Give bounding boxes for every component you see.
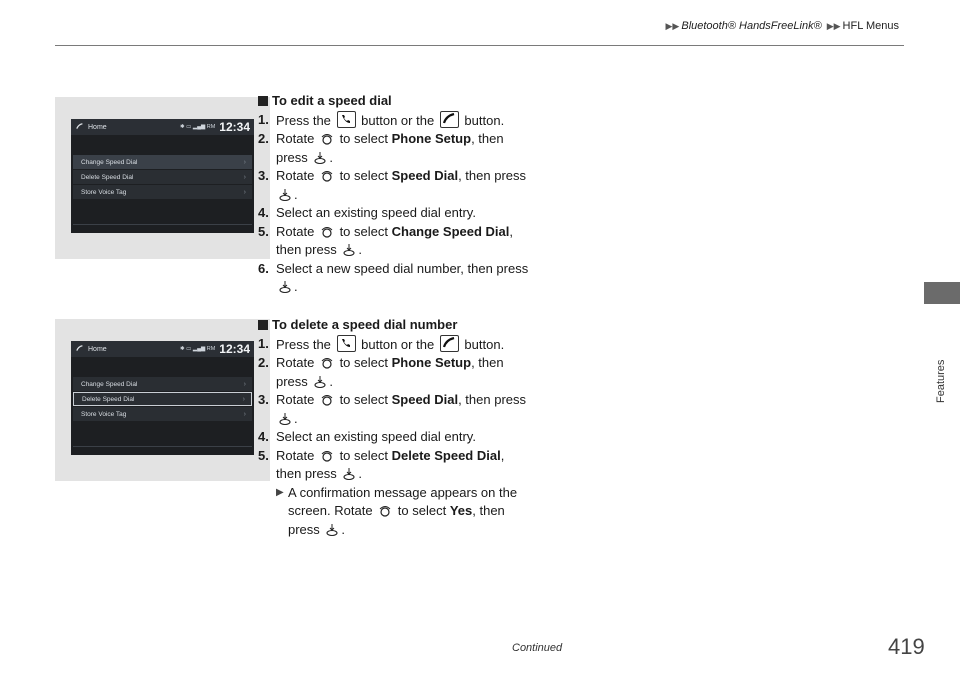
step bbox=[258, 223, 588, 260]
step-text: press bbox=[276, 149, 308, 165]
phone-home-icon bbox=[76, 123, 84, 131]
square-bullet-icon bbox=[258, 320, 268, 330]
step bbox=[258, 447, 588, 484]
step-text: Select an existing speed dial entry. bbox=[276, 205, 476, 220]
step-text: , bbox=[500, 447, 505, 463]
step bbox=[258, 167, 588, 204]
push-knob-icon bbox=[278, 280, 292, 294]
breadcrumb bbox=[664, 20, 902, 32]
step-number: 4. bbox=[258, 205, 269, 220]
square-bullet-icon bbox=[258, 96, 268, 106]
step bbox=[258, 428, 588, 447]
breadcrumb-item-bluetooth[interactable]: Bluetooth® HandsFreeLink® bbox=[681, 20, 822, 32]
side-tab-label bbox=[932, 345, 954, 415]
step-text: to select bbox=[339, 355, 388, 370]
breadcrumb-arrow-icon: ▶▶ bbox=[826, 20, 841, 31]
push-knob-icon bbox=[313, 375, 327, 389]
push-knob-icon bbox=[278, 188, 292, 202]
result-note bbox=[258, 484, 588, 540]
phone-button-icon bbox=[337, 335, 356, 352]
step-text: . bbox=[329, 149, 334, 165]
chevron-right-icon: › bbox=[243, 173, 246, 181]
menu-item-delete-speed-dial[interactable] bbox=[73, 392, 252, 406]
step-number: 3. bbox=[258, 392, 269, 407]
step bbox=[258, 111, 588, 131]
note-text: . bbox=[341, 521, 346, 537]
push-knob-icon bbox=[278, 412, 292, 426]
step-text: . bbox=[358, 466, 362, 481]
screen-image-edit bbox=[55, 97, 270, 259]
step-text: button. bbox=[464, 336, 505, 352]
step-text: , then bbox=[471, 355, 504, 370]
step-text: Select an existing speed dial entry. bbox=[276, 429, 476, 444]
step-text: Press the bbox=[276, 112, 331, 128]
step-text: then press bbox=[276, 242, 337, 257]
step-number: 2. bbox=[258, 355, 269, 370]
side-tab-text: Features bbox=[935, 359, 947, 403]
screen-bottom-divider bbox=[73, 224, 252, 225]
step-text: . bbox=[294, 410, 298, 426]
selector-knob-icon bbox=[320, 449, 334, 463]
push-knob-icon bbox=[342, 243, 356, 257]
breadcrumb-arrow-icon: ▶▶ bbox=[665, 20, 680, 31]
pickup-button-icon bbox=[440, 111, 459, 128]
selector-knob-icon bbox=[320, 169, 334, 183]
step-text: button or the bbox=[361, 336, 435, 352]
push-knob-icon bbox=[313, 151, 327, 165]
menu-item-store-voice-tag[interactable] bbox=[73, 407, 252, 421]
step-text: to select bbox=[339, 223, 388, 239]
step-number: 1. bbox=[258, 335, 269, 351]
status-icons: ✱ ▭ ▂▄▆ RM bbox=[179, 346, 216, 352]
step-number: 6. bbox=[258, 260, 269, 276]
pickup-button-icon bbox=[440, 335, 459, 352]
side-tab-marker bbox=[924, 282, 960, 304]
page-number: 419 bbox=[888, 634, 925, 659]
note-bold-text: Yes bbox=[449, 503, 473, 518]
step-text: button. bbox=[464, 112, 505, 128]
step-bold-text: Speed Dial bbox=[391, 168, 459, 183]
continued-label: Continued bbox=[512, 642, 563, 654]
step-text: button or the bbox=[361, 112, 435, 128]
screen-clock: 12:34 bbox=[219, 120, 250, 134]
step-text: , bbox=[509, 223, 513, 239]
status-icons: ✱ ▭ ▂▄▆ RM bbox=[179, 124, 216, 130]
menu-item-store-voice-tag[interactable] bbox=[73, 185, 252, 199]
chevron-right-icon: › bbox=[243, 410, 246, 418]
step-text: , then press bbox=[458, 168, 527, 183]
step-text: Rotate bbox=[276, 392, 315, 407]
step bbox=[258, 260, 588, 297]
step-text: , then bbox=[471, 131, 504, 146]
step-text: Press the bbox=[276, 336, 331, 352]
push-knob-icon bbox=[325, 523, 339, 537]
display-screen bbox=[71, 119, 254, 233]
screen-title: Home bbox=[88, 123, 107, 131]
screen-menu-list bbox=[73, 377, 252, 422]
step-text: . bbox=[358, 242, 362, 257]
section-heading bbox=[258, 316, 588, 335]
section-edit-speed-dial bbox=[258, 92, 588, 297]
step-text: then press bbox=[276, 466, 337, 481]
step-bold-text: Phone Setup bbox=[391, 131, 472, 146]
screen-bottom-divider bbox=[73, 446, 252, 447]
breadcrumb-item-hfl-menus[interactable]: HFL Menus bbox=[842, 20, 899, 32]
step-number: 1. bbox=[258, 111, 269, 127]
menu-item-change-speed-dial[interactable] bbox=[73, 377, 252, 391]
step bbox=[258, 391, 588, 428]
step-number: 3. bbox=[258, 168, 269, 183]
note-text: to select bbox=[397, 503, 447, 518]
menu-item-change-speed-dial[interactable] bbox=[73, 155, 252, 169]
menu-item-label: Store Voice Tag bbox=[81, 410, 127, 418]
screen-header bbox=[71, 119, 254, 135]
screen-clock: 12:34 bbox=[219, 342, 250, 356]
display-screen bbox=[71, 341, 254, 455]
step-number: 5. bbox=[258, 447, 269, 463]
step-text: Rotate bbox=[276, 223, 315, 239]
heading-text: To delete a speed dial number bbox=[272, 317, 458, 332]
note-text: press bbox=[288, 521, 320, 537]
screen-header bbox=[71, 341, 254, 357]
selector-knob-icon bbox=[320, 225, 334, 239]
step-text: . bbox=[294, 279, 298, 294]
step-text: to select bbox=[339, 131, 388, 146]
step-bold-text: Change Speed Dial bbox=[391, 223, 510, 239]
selector-knob-icon bbox=[320, 393, 334, 407]
chevron-right-icon: › bbox=[243, 188, 246, 196]
section-delete-speed-dial bbox=[258, 316, 588, 539]
step-text: , then press bbox=[458, 392, 527, 407]
result-arrow-icon: ▶ bbox=[276, 486, 284, 498]
step-text: to select bbox=[339, 447, 388, 463]
selector-knob-icon bbox=[378, 504, 392, 518]
step-text: to select bbox=[339, 392, 388, 407]
note-text: A confirmation message appears on the bbox=[288, 484, 518, 500]
phone-home-icon bbox=[76, 345, 84, 353]
step bbox=[258, 204, 588, 223]
step-text: Rotate bbox=[276, 447, 315, 463]
phone-button-icon bbox=[337, 111, 356, 128]
heading-text: To edit a speed dial bbox=[272, 93, 392, 108]
step-bold-text: Delete Speed Dial bbox=[391, 447, 501, 463]
menu-item-label: Change Speed Dial bbox=[81, 380, 138, 388]
menu-item-label: Delete Speed Dial bbox=[82, 395, 135, 403]
step-number: 4. bbox=[258, 429, 269, 444]
menu-item-delete-speed-dial[interactable] bbox=[73, 170, 252, 184]
section-heading bbox=[258, 92, 588, 111]
step-bold-text: Phone Setup bbox=[391, 355, 472, 370]
step-number: 2. bbox=[258, 131, 269, 146]
step-text: Rotate bbox=[276, 168, 315, 183]
step-text: to select bbox=[339, 168, 388, 183]
step-text: . bbox=[294, 186, 298, 202]
step bbox=[258, 335, 588, 355]
chevron-right-icon: › bbox=[243, 380, 246, 388]
push-knob-icon bbox=[342, 467, 356, 481]
step-text: Rotate bbox=[276, 355, 315, 370]
screen-menu-list bbox=[73, 155, 252, 200]
menu-item-label: Store Voice Tag bbox=[81, 188, 127, 196]
menu-item-label: Delete Speed Dial bbox=[81, 173, 134, 181]
selector-knob-icon bbox=[320, 132, 334, 146]
step-text: Rotate bbox=[276, 131, 315, 146]
chevron-right-icon: › bbox=[243, 158, 246, 166]
step bbox=[258, 130, 588, 167]
menu-item-label: Change Speed Dial bbox=[81, 158, 138, 166]
screen-image-delete bbox=[55, 319, 270, 481]
step-text: . bbox=[329, 373, 334, 389]
step-bold-text: Speed Dial bbox=[391, 392, 459, 407]
step bbox=[258, 354, 588, 391]
step-text: press bbox=[276, 373, 308, 389]
step-number: 5. bbox=[258, 223, 269, 239]
screen-title: Home bbox=[88, 345, 107, 353]
step-text: Select a new speed dial number, then press bbox=[276, 260, 529, 276]
note-text: screen. Rotate bbox=[288, 503, 373, 518]
header-divider bbox=[55, 45, 904, 46]
selector-knob-icon bbox=[320, 356, 334, 370]
chevron-right-icon: › bbox=[242, 395, 245, 403]
note-text: , then bbox=[472, 503, 505, 518]
